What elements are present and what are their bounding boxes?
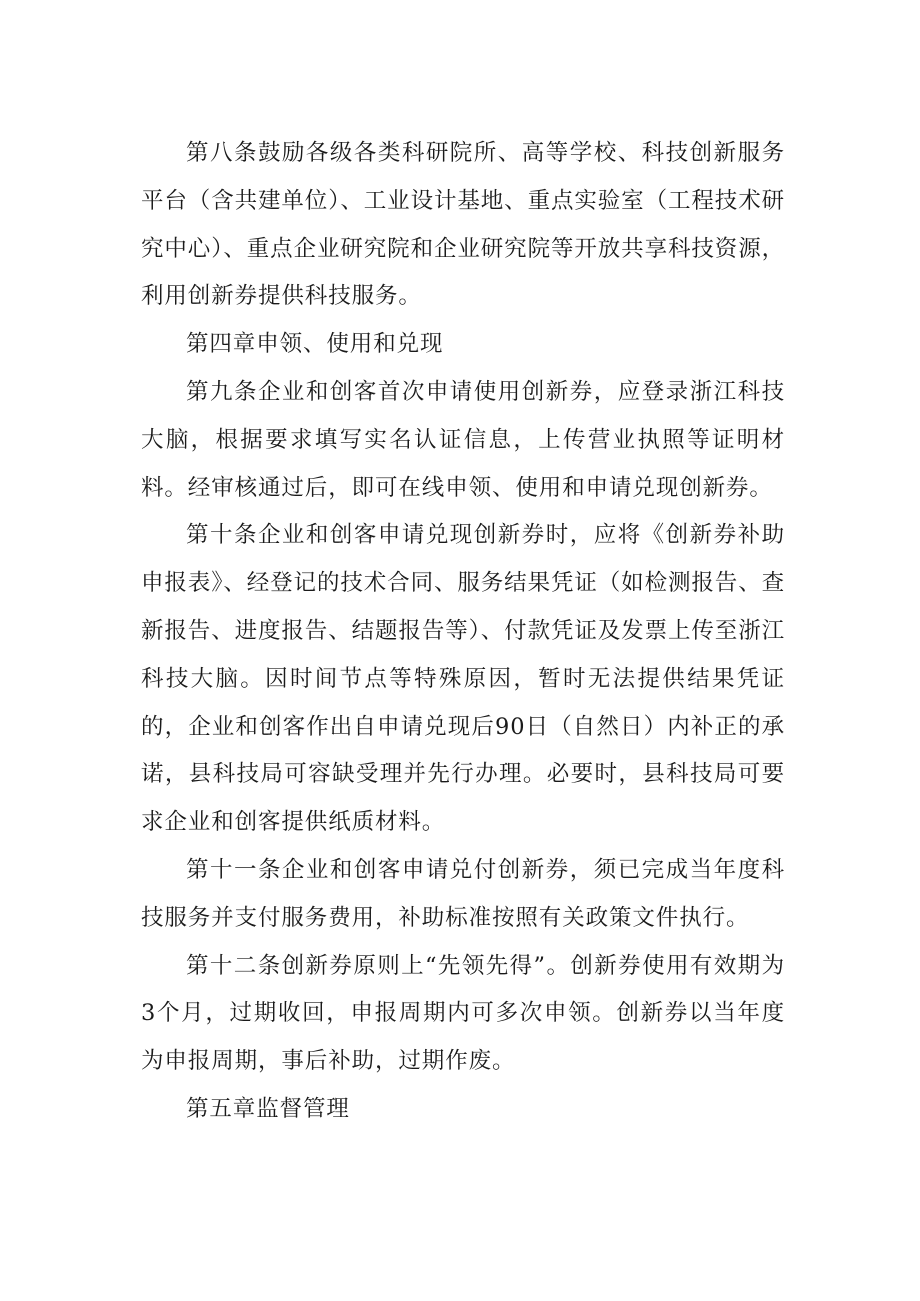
article-12-paragraph: 第十二条创新券原则上“先领先得”。创新券使用有效期为3个月，过期收回，申报周期内可多次申领。创新券以当年度为申报周期，事后补助，过期作废。 bbox=[141, 952, 785, 1075]
chapter-4-heading: 第四章申领、使用和兑现 bbox=[186, 331, 444, 358]
document-body bbox=[141, 130, 785, 1134]
article-11-paragraph: 第十一条企业和创客申请兑付创新券，须已完成当年度科技服务并支付服务费用，补助标准按照有关政策文件执行。 bbox=[141, 856, 785, 931]
chapter-5-heading: 第五章监督管理 bbox=[186, 1095, 350, 1122]
article-8-paragraph: 第八条鼓励各级各类科研院所、高等学校、科技创新服务平台（含共建单位）、工业设计基地、重点实验室（工程技术研究中心）、重点企业研究院和企业研究院等开放共享科技资源，利用创新券提供科技服务。 bbox=[141, 140, 785, 310]
article-9-paragraph: 第九条企业和创客首次申请使用创新券，应登录浙江科技大脑，根据要求填写实名认证信息，上传营业执照等证明材料。经审核通过后，即可在线申领、使用和申请兑现创新券。 bbox=[141, 378, 785, 501]
article-10-paragraph: 第十条企业和创客申请兑现创新券时，应将《创新券补助申报表》、经登记的技术合同、服务结果凭证（如检测报告、查新报告、进度报告、结题报告等）、付款凭证及发票上传至浙江科技大脑。因时间节点等特殊原因，暂时无法提供结果凭证的，企业和创客作出自申请兑现后90日（自然日）内补正的承诺，县科技局可容缺受理并先行办理。必要时，县科技局可要求企业和创客提供纸质材料。 bbox=[141, 522, 785, 836]
